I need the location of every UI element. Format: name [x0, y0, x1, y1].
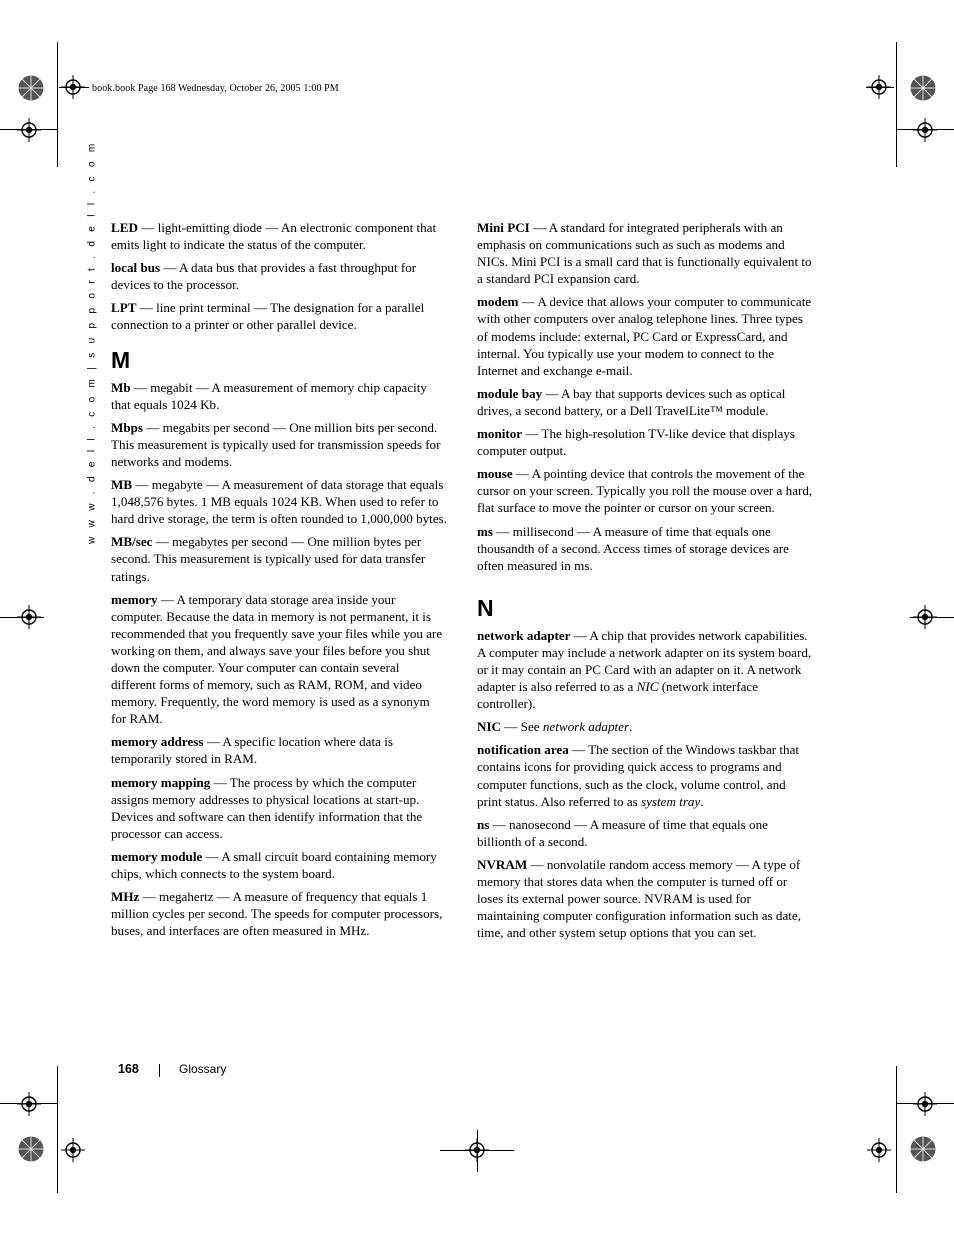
glossary-cross-reference: network adapter	[542, 719, 630, 735]
star-target-icon	[910, 1136, 936, 1162]
glossary-term: ms	[477, 523, 494, 539]
glossary-term: memory	[111, 591, 158, 607]
glossary-term: MHz	[111, 889, 140, 905]
glossary-entry	[111, 259, 447, 293]
registration-mark-icon	[61, 75, 85, 99]
glossary-definition: — The high-resolution TV-like device that displays computer output.	[477, 426, 795, 459]
glossary-term: monitor	[477, 426, 523, 442]
glossary-left-column	[111, 219, 447, 945]
glossary-entry	[111, 533, 447, 584]
glossary-definition-tail: .	[629, 719, 633, 735]
glossary-term: Mini PCI	[477, 220, 530, 235]
side-url: w w w . d e l l . c o m | s u p p o r t . d e l l . c o m	[86, 140, 98, 544]
glossary-right-column	[477, 219, 813, 947]
glossary-definition: — A chip that provides network capabilities. A computer may include a network adapter on its system board, or it may contain an PC Card with an adapter on it. A network adapter is also referred to as a	[477, 627, 812, 695]
footer-section-title: Glossary	[179, 1062, 227, 1076]
registration-mark-icon	[17, 118, 41, 142]
trim-mark	[896, 42, 897, 167]
glossary-definition: — megabits per second — One million bits per second. This measurement is typically used for transmission speeds for networks and modems.	[111, 419, 441, 469]
glossary-entry	[111, 733, 447, 767]
glossary-definition: — A specific location where data is temporarily stored in RAM.	[111, 734, 393, 767]
glossary-entry	[111, 476, 447, 527]
registration-mark-icon	[17, 605, 41, 629]
glossary-term: ns	[477, 816, 490, 832]
star-target-icon	[910, 75, 936, 101]
star-target-icon	[18, 1136, 44, 1162]
glossary-entry	[477, 293, 813, 378]
glossary-definition: — megabyte — A measurement of data storage that equals 1,048,576 bytes. 1 MB equals 1024 KB. When used to refer to hard drive storage, the term is often rounded to 1,000,000 bytes.	[111, 477, 447, 527]
glossary-definition: — A pointing device that controls the movement of the cursor on your screen. Typically you roll the mouse over a hard, flat surface to move the pointer or cursor on your screen.	[477, 466, 813, 516]
glossary-definition: — megabit — A measurement of memory chip capacity that equals 1024 Kb.	[111, 379, 427, 412]
section-letter-heading: M	[111, 346, 131, 373]
glossary-term: memory module	[111, 848, 203, 864]
glossary-entry	[477, 816, 813, 850]
glossary-definition: — nanosecond — A measure of time that equals one billionth of a second.	[477, 816, 768, 849]
print-slug: book.book Page 168 Wednesday, October 26, 2005 1:00 PM	[92, 83, 339, 94]
glossary-definition: — A temporary data storage area inside your computer. Because the data in memory is not permanent, it is recommended that you frequently save your files while you are working on them, and always save your files before you shut down the computer. Your computer can contain several different forms of memory, such as RAM, ROM, and video memory. Frequently, the word memory is used as a synonym for RAM.	[111, 591, 443, 727]
registration-mark-icon	[913, 1092, 937, 1116]
glossary-entry	[477, 219, 813, 287]
glossary-definition-tail: (network interface controller).	[477, 679, 759, 712]
glossary-term: network adapter	[477, 627, 571, 643]
glossary-italic-term: system tray	[641, 793, 701, 809]
glossary-term: Mbps	[111, 419, 144, 435]
glossary-term: MB	[111, 477, 133, 493]
section-letter-heading: N	[477, 594, 494, 621]
glossary-entry	[477, 385, 813, 419]
glossary-entry	[111, 591, 447, 728]
glossary-term: NVRAM	[477, 856, 528, 872]
registration-mark-icon	[61, 1138, 85, 1162]
glossary-term: Mb	[111, 379, 131, 395]
glossary-term: LPT	[111, 300, 137, 316]
glossary-definition: — The process by which the computer assigns memory addresses to physical locations at start-up. Devices and software can then identify information that the processor can access.	[111, 774, 423, 841]
glossary-definition: — See	[501, 719, 543, 735]
registration-mark-icon	[867, 1138, 891, 1162]
glossary-entry	[477, 627, 813, 712]
glossary-definition: — A small circuit board containing memory chips, which connects to the system board.	[111, 848, 437, 881]
registration-mark-icon	[465, 1138, 489, 1162]
glossary-definition: — millisecond — A measure of time that equals one thousandth of a second. Access times of storage devices are often measured in ms.	[477, 523, 789, 573]
glossary-definition: — line print terminal — The designation for a parallel connection to a printer or other parallel device.	[111, 300, 425, 333]
footer-divider	[159, 1064, 160, 1077]
registration-mark-icon	[913, 118, 937, 142]
glossary-entry	[111, 379, 447, 413]
glossary-definition: — A standard for integrated peripherals with an emphasis on communications such as such as modems and NICs. Mini PCI is a small card that is functionally equivalent to a standard PCI expansion card.	[477, 220, 812, 287]
trim-mark	[57, 1066, 58, 1193]
glossary-definition: — nonvolatile random access memory — A type of memory that stores data when the computer is turned off or loses its external power source. NVRAM is used for maintaining computer configuration information such as date, time, and other system setup options that you can set.	[477, 856, 801, 941]
glossary-entry	[477, 523, 813, 574]
glossary-entry	[111, 299, 447, 333]
registration-mark-icon	[17, 1092, 41, 1116]
glossary-definition: — light-emitting diode — An electronic component that emits light to indicate the status of the computer.	[111, 220, 437, 253]
glossary-entry	[477, 741, 813, 809]
glossary-term: memory mapping	[111, 774, 211, 790]
glossary-entry	[477, 425, 813, 459]
trim-mark	[57, 42, 58, 167]
glossary-definition: — A data bus that provides a fast throughput for devices to the processor.	[111, 260, 417, 293]
glossary-entry	[111, 419, 447, 470]
star-target-icon	[18, 75, 44, 101]
glossary-term: LED	[111, 220, 138, 235]
glossary-term: NIC	[477, 719, 502, 735]
glossary-entry	[111, 774, 447, 842]
glossary-entry	[477, 465, 813, 516]
registration-mark-icon	[867, 75, 891, 99]
glossary-definition-tail: .	[700, 793, 704, 809]
glossary-entry	[111, 219, 447, 253]
glossary-entry	[111, 888, 447, 939]
glossary-term: local bus	[111, 260, 161, 276]
glossary-definition: — megabytes per second — One million bytes per second. This measurement is typically used for data transfer ratings.	[111, 534, 426, 584]
glossary-definition: — A device that allows your computer to communicate with other computers over analog telephone lines. Three types of modems include: external, PC Card or ExpressCard, and internal. You typically use your modem to connect to the Internet and exchange e-mail.	[477, 294, 812, 378]
glossary-term: modem	[477, 294, 519, 310]
glossary-definition: — A bay that supports devices such as optical drives, a second battery, or a Dell TravelLite™ module.	[477, 385, 786, 418]
glossary-italic-term: NIC	[636, 679, 659, 695]
glossary-definition: — megahertz — A measure of frequency that equals 1 million cycles per second. The speeds for computer processors, buses, and interfaces are often measured in MHz.	[111, 889, 443, 939]
page-footer	[118, 1062, 227, 1076]
glossary-term: mouse	[477, 466, 513, 482]
glossary-term: MB/sec	[111, 534, 153, 550]
glossary-entry	[477, 718, 813, 735]
glossary-entry	[477, 856, 813, 941]
glossary-term: module bay	[477, 385, 543, 401]
glossary-term: memory address	[111, 734, 204, 750]
trim-mark	[896, 1066, 897, 1193]
glossary-definition: — The section of the Windows taskbar that contains icons for providing quick access to programs and computer functions, such as the clock, volume control, and print status. Also referred to as	[477, 742, 800, 809]
page-number: 168	[118, 1062, 139, 1076]
glossary-entry	[111, 848, 447, 882]
registration-mark-icon	[913, 605, 937, 629]
glossary-term: notification area	[477, 742, 569, 758]
